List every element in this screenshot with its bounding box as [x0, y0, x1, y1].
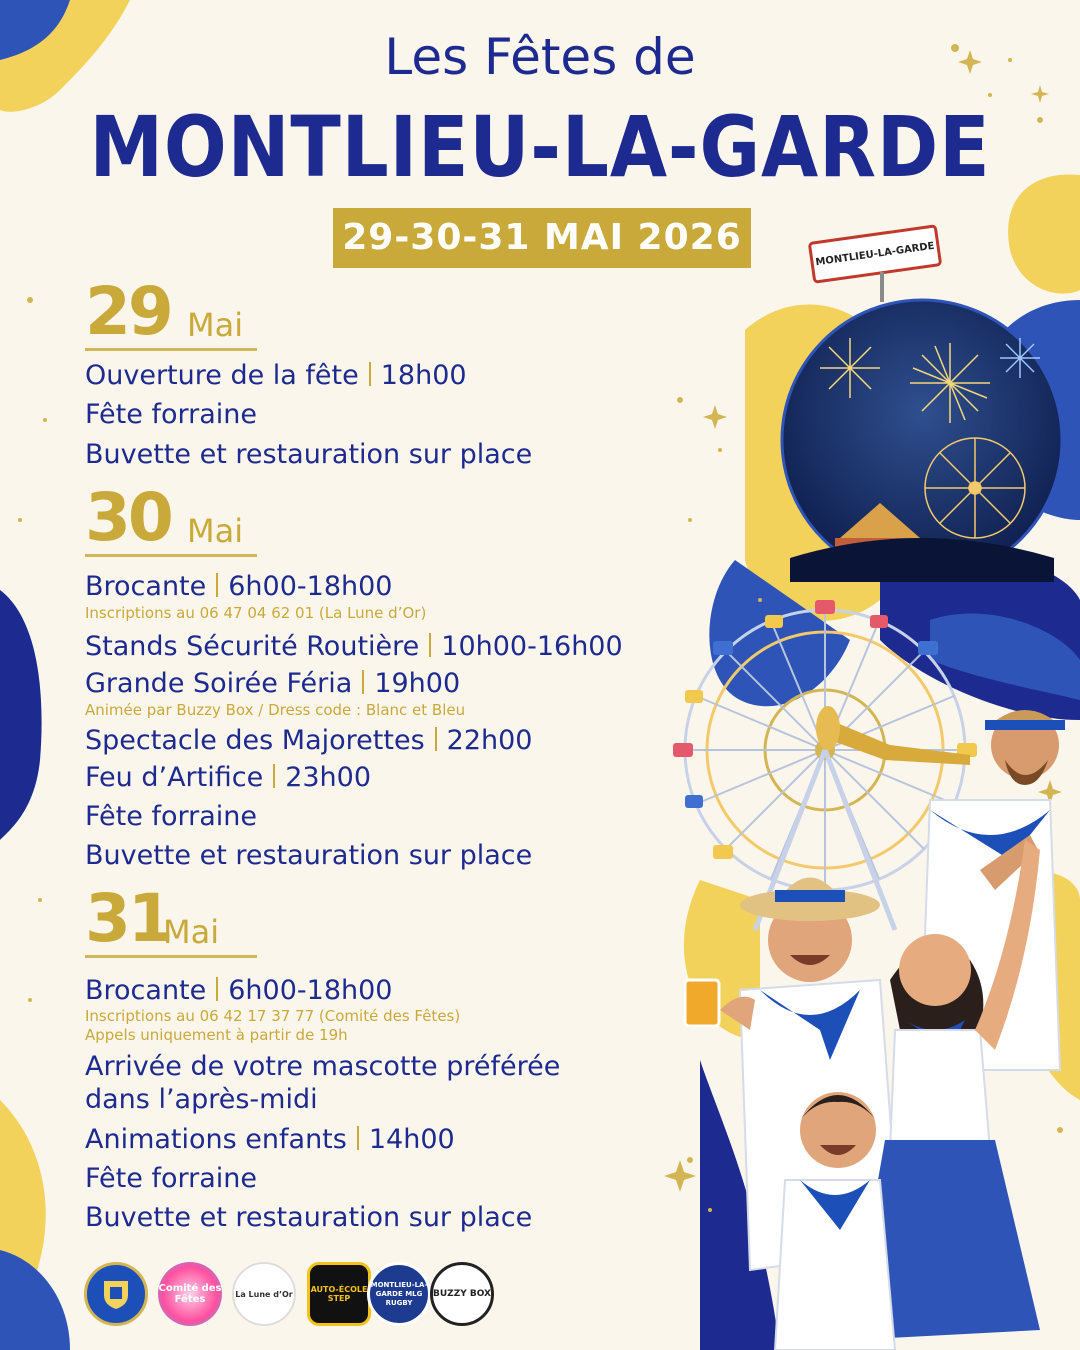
separator	[357, 1126, 359, 1150]
event-title: Arrivée de votre mascotte préférée	[85, 1051, 561, 1082]
separator	[273, 764, 275, 788]
event-time: 18h00	[380, 360, 467, 391]
event-line	[85, 360, 467, 391]
day-month: Mai	[187, 512, 244, 550]
buzzy-box-logo	[430, 1262, 494, 1326]
sponsor-name: MONTLIEU-LA-GARDE MLG RUGBY	[370, 1280, 428, 1307]
crest-icon	[99, 1277, 133, 1311]
separator	[369, 362, 371, 386]
fireworks-illustration	[780, 298, 1064, 582]
day-month: Mai	[187, 306, 244, 344]
event-line	[85, 668, 460, 699]
event-title: Animations enfants	[85, 1124, 347, 1155]
event-line	[85, 631, 623, 662]
event-line	[85, 571, 392, 602]
event-title: Buvette et restauration sur place	[85, 840, 533, 871]
event-title: Buvette et restauration sur place	[85, 439, 533, 470]
event-line	[85, 439, 532, 470]
event-title: Buvette et restauration sur place	[85, 1202, 533, 1233]
event-line	[85, 762, 371, 793]
event-title: Spectacle des Majorettes	[85, 725, 425, 756]
event-note: Appels uniquement à partir de 19h	[85, 1026, 348, 1044]
day-month: Mai	[163, 913, 220, 951]
rugby-logo	[367, 1262, 431, 1326]
event-line	[85, 725, 532, 756]
comite-logo	[158, 1262, 222, 1326]
event-line	[85, 399, 257, 430]
event-title: Fête forraine	[85, 399, 257, 430]
event-line	[85, 1051, 560, 1082]
separator	[429, 633, 431, 657]
town-crest-icon	[84, 1262, 148, 1326]
festival-people-illustration	[680, 690, 1080, 1350]
event-time: 14h00	[368, 1124, 455, 1155]
event-title: Fête forraine	[85, 1163, 257, 1194]
event-time: 23h00	[285, 762, 372, 793]
sponsor-name: Comité des Fêtes	[158, 1283, 222, 1305]
event-title: Stands Sécurité Routière	[85, 631, 420, 662]
lune-dor-logo	[232, 1262, 296, 1326]
event-note: Inscriptions au 06 42 17 37 77 (Comité des Fêtes)	[85, 1007, 461, 1025]
event-title: Fête forraine	[85, 801, 257, 832]
event-line	[85, 1084, 318, 1115]
date-banner: 29-30-31 MAI 2026	[333, 208, 751, 268]
event-time: 6h00-18h00	[228, 571, 393, 602]
event-time: 22h00	[446, 725, 533, 756]
event-time: 19h00	[374, 668, 461, 699]
event-line	[85, 801, 257, 832]
event-time: 6h00-18h00	[228, 975, 393, 1006]
event-line	[85, 1163, 257, 1194]
event-title: Brocante	[85, 975, 207, 1006]
town-sign-label: MONTLIEU-LA-GARDE	[814, 240, 936, 268]
day-heading-30	[85, 479, 257, 557]
event-title: Ouverture de la fête	[85, 360, 359, 391]
event-line	[85, 840, 532, 871]
day-number: 30	[85, 479, 171, 556]
event-line	[85, 1202, 532, 1233]
event-time: 10h00-16h00	[441, 631, 623, 662]
day-number: 31	[85, 880, 171, 957]
separator	[362, 670, 364, 694]
day-heading-31	[85, 880, 257, 958]
event-title: Grande Soirée Féria	[85, 668, 353, 699]
auto-ecole-logo	[307, 1262, 371, 1326]
sponsor-name: La Lune d’Or	[235, 1289, 293, 1299]
event-note: Animée par Buzzy Box / Dress code : Blanc et Bleu	[85, 701, 466, 719]
event-line	[85, 975, 392, 1006]
day-heading-29	[85, 273, 257, 351]
event-title: Brocante	[85, 571, 207, 602]
day-number: 29	[85, 273, 171, 350]
separator	[435, 727, 437, 751]
header-subtitle: Les Fêtes de	[384, 28, 696, 86]
event-note: Inscriptions au 06 47 04 62 01 (La Lune d’Or)	[85, 604, 427, 622]
sponsor-name: AUTO-ÉCOLE STEP	[310, 1285, 368, 1303]
town-title: MONTLIEU-LA-GARDE	[89, 98, 991, 196]
event-line	[85, 1124, 455, 1155]
separator	[216, 573, 218, 597]
event-title: dans l’après-midi	[85, 1084, 318, 1115]
event-title: Feu d’Artifice	[85, 762, 264, 793]
separator	[216, 977, 218, 1001]
sponsor-name: BUZZY BOX	[433, 1289, 491, 1299]
